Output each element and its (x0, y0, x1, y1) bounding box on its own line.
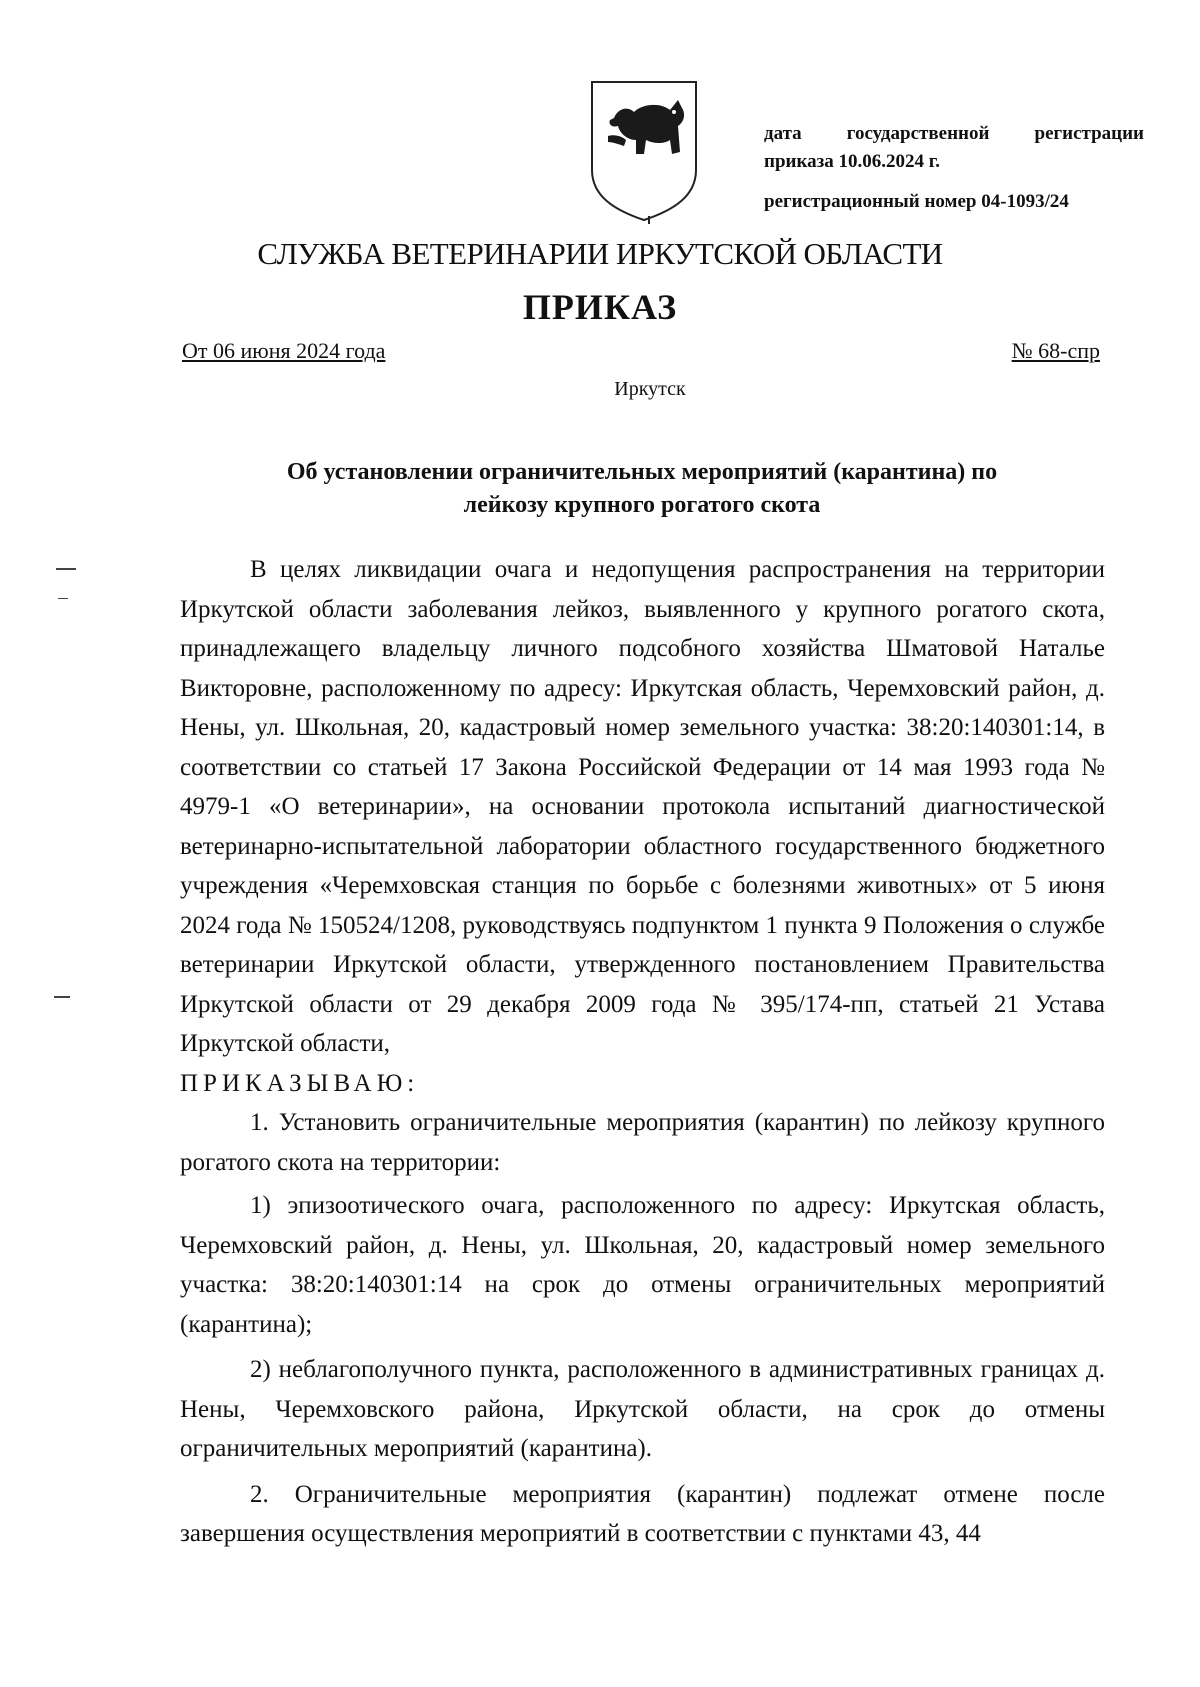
scan-mark (54, 996, 70, 998)
document-body (180, 550, 1105, 1554)
order-subitem-1: 1) эпизоотического очага, расположенного по адресу: Иркутская область, Черемховский район, д. Нены, ул. Школьная, 20, кадастровый номер земельного участка: 38:20:140301:14 на срок до отмены ограничительных мероприятий (карантина); (180, 1192, 1105, 1338)
title-line: лейкозу крупного рогатого скота (463, 492, 821, 518)
scan-mark (56, 568, 76, 570)
document-number: № 68-спр (1011, 338, 1100, 363)
document-city: Иркутск (614, 378, 686, 400)
scan-mark (58, 598, 68, 599)
document-type: ПРИКАЗ (522, 287, 678, 327)
registration-block (764, 120, 1144, 216)
coat-of-arms-emblem (588, 78, 700, 224)
order-subitem-2: 2) неблагополучного пункта, расположенного в административных границах д. Нены, Черемховского района, Иркутской области, на срок до отмены ограничительных мероприятий (карантина). (180, 1356, 1105, 1462)
order-word: ПРИКАЗЫВАЮ: (180, 1069, 420, 1097)
title-line: Об установлении ограничительных мероприятий (карантина) по (286, 459, 998, 485)
registration-number: регистрационный номер 04-1093/24 (764, 191, 1069, 212)
document-date: От 06 июня 2024 года (182, 338, 386, 363)
preamble-paragraph: В целях ликвидации очага и недопущения распространения на территории Иркутской области заболевания лейкоз, выявленного у крупного рогатого скота, принадлежащего владельцу личного подсобного хозяйства Шматовой Наталье Викторовне, расположенному по адресу: Иркутская область, Черемховский район, д. Нены, ул. Школьная, 20, кадастровый номер земельного участка: 38:20:140301:14, в соответствии со статьей 17 Закона Российской Федерации от 14 мая 1993 года № 4979-1 «О ветеринарии», на основании протокола испытаний диагностической ветеринарно-испытательной лаборатории областного государственного бюджетного учреждения «Черемховская станция по борьбе с болезнями животных» от 5 июня 2024 года № 150524/1208, руководствуясь подпунктом 1 пункта 9 Положения о службе ветеринарии Иркутской области, утвержденного постановлением Правительства Иркутской области от 29 декабря 2009 года № 395/174-пп, статьей 21 Устава Иркутской области, (180, 556, 1105, 1057)
order-item-2: 2. Ограничительные мероприятия (карантин) подлежат отмене после завершения осуществления мероприятий в соответствии с пунктами 43, 44 (180, 1480, 1105, 1547)
document-title (182, 456, 1102, 522)
registration-line-date-label: дата государственной регистрации (764, 123, 1144, 144)
agency-name: СЛУЖБА ВЕТЕРИНАРИИ ИРКУТСКОЙ ОБЛАСТИ (257, 236, 943, 271)
order-item-1: 1. Установить ограничительные мероприятия (карантин) по лейкозу крупного рогатого скота на территории: (180, 1109, 1105, 1176)
registration-line-date: приказа 10.06.2024 г. (764, 151, 940, 172)
